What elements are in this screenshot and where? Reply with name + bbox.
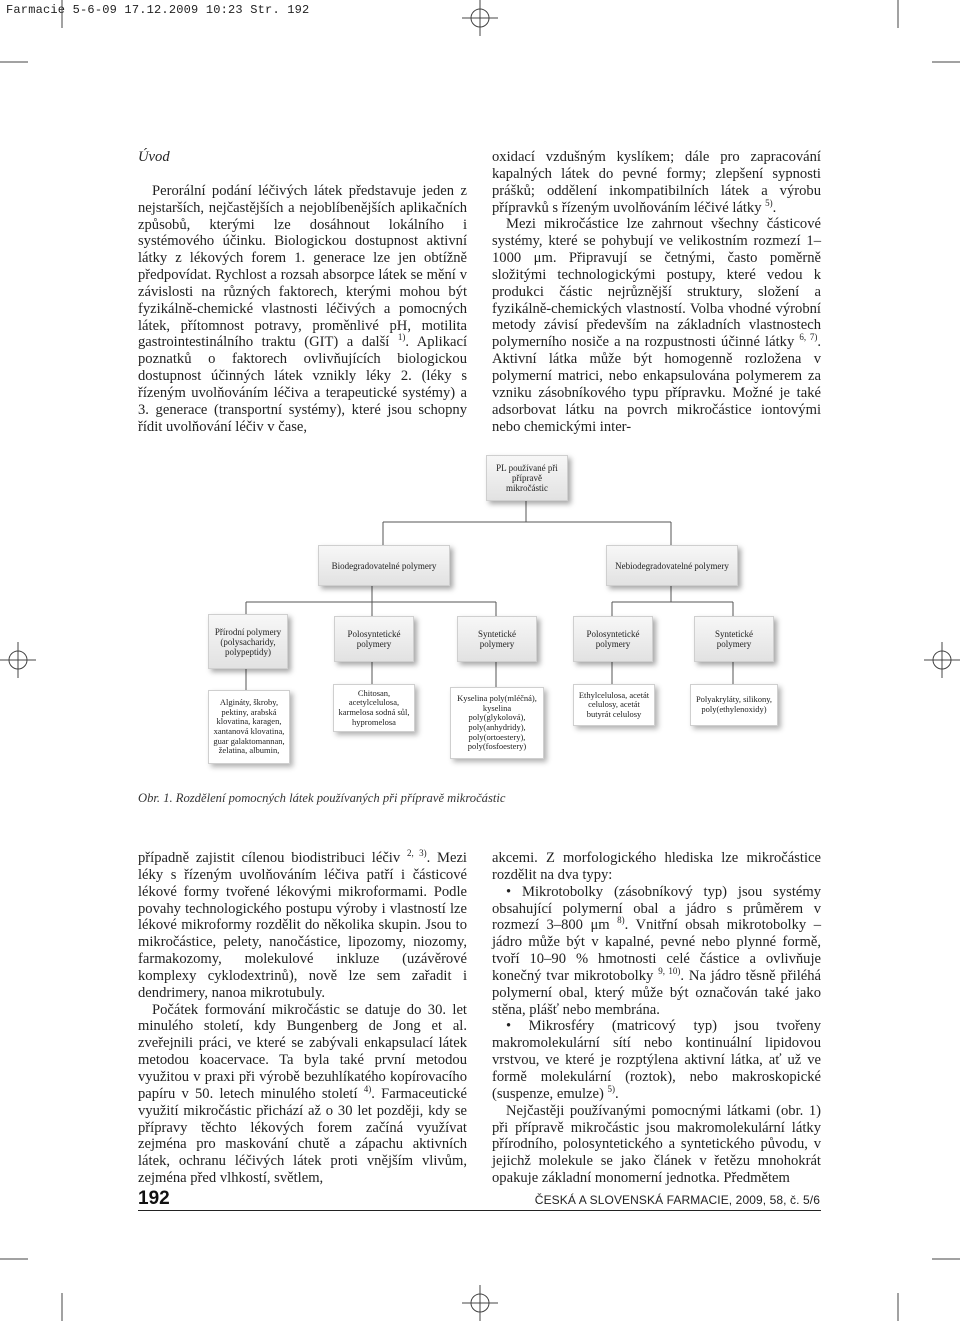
- diagram-box-natural: Přírodní polymery (polysacharidy, polypeptidy): [208, 614, 288, 669]
- diagram-box-synthetic-nonbio: Syntetické polymery: [694, 616, 774, 662]
- paragraph: Počátek formování mikročástic se datuje do 30. let minulého století, kdy Bungenberg de Jong et al. zveřejnili práci, ve které se zabývali enkapsulací látek metodou koacervace. Ta byla také první metodou využitou v praxi při výrobě bezuhlíkatého kopírovacího papíru v 50. letech minulého století $^{4)}$. Farmaceutické využití mikročástic přichází až o 30 let později, kdy se přípravy těchto lékových forem začíná využívat zejména pro maskování chutě a zápachu aktivních látek, ochranu léčivých látek proti vnějším vlivům, zejména před vlhkostí, světlem,: [138, 1001, 467, 1187]
- diagram-box-examples-synthetic-nonbio: Polyakryláty, silikony, poly(ethylenoxidy): [690, 684, 778, 726]
- right-column-bottom: [492, 850, 821, 1187]
- diagram-box-semisynthetic-bio: Polosyntetické polymery: [334, 616, 414, 662]
- paragraph: Mezi mikročástice lze zahrnout všechny částicové systémy, které se pohybují ve velikostním rozmezí 1–1000 μm. Připravují se četnými, často poměrně složitými technologickými postupy, které vedou k produkci částic nejrůznější struktury, složení a fyzikálně-chemických vlastností. Volba vhodné výrobní metody závisí především na základních vlastnostech polymerního nosiče a na rozpustnosti účinné látky $^{6, 7)}$. Aktivní látka může být homogenně rozložena v polymerní matrici, nebo enkapsulována polymerem za vzniku zásobníkového typu přípravku. Možné je také adsorbovat látku na povrch mikročástice iontovými nebo chemickými inter-: [492, 216, 821, 435]
- paragraph: akcemi. Z morfologického hlediska lze mikročástice rozdělit na dva typy:: [492, 850, 821, 883]
- paragraph: Nejčastěji používanými pomocnými látkami (obr. 1) při přípravě mikročástic jsou makromolekulární látky přírodního, polosyntetického a syntetického původu, v jejichž molekule se jako článek v řetězu mnohokrát opakuje základní monomerní jednotka. Předmětem: [492, 1102, 821, 1187]
- paragraph: případně zajistit cílenou biodistribuci léčiv $^{2, 3)}$. Mezi léky s řízeným uvolňováním léčiva patří i částicové lékové formy tvořené lékovými mikroformami. Podle povahy technologického postupu výroby i vlastností lze lékové mikroformy rozdělit do několika skupin. Jsou to mikročástice, pelety, nanočástice, lipozomy, niozomy, farmakozomy, molekulové inkluze (uzávěrové komplexy cyklodextrinů), nově lze sem zařadit i dendrimery, nanoa mikrotubuly.: [138, 848, 467, 1001]
- diagram-root-box: PL používané při přípravě mikročástic: [486, 455, 568, 501]
- section-heading: Úvod: [138, 149, 170, 165]
- paragraph: oxidací vzdušným kyslíkem; dále pro zapracování kapalných látek do pevné formy; zlepšení sypnosti prášků; oddělení inkompatibilních látek a výrobu přípravků s řízeným uvolňováním léčivé látky $^{5)}$.: [492, 149, 821, 216]
- printer-slug: Farmacie 5-6-09 17.12.2009 10:23 Str. 192: [6, 3, 310, 17]
- page-number: 192: [138, 1188, 170, 1209]
- footer-rule: [138, 1210, 821, 1211]
- diagram-box-examples-synthetic-bio: Kyselina poly(mléčná), kyselina poly(glykolová), poly(anhydridy), poly(ortoestery), poly(fosfoestery): [450, 687, 544, 759]
- bullet-paragraph: • Mikrotobolky (zásobníkový typ) jsou systémy obsahující polymerní obal a jádro s průměrem v rozmezí 3–800 μm $^{8)}$. Vnitřní obsah mikrotobolky – jádro může být v kapalné, pevné nebo plynné formě, tvoří 10–90 % hmotnosti celé částice a ovlivňuje konečný tvar mikrotobolky $^{9, 10)}$. Na jádro těsně přiléhá polymerní obal, který může být označován také jako stěna, plášť nebo membrána.: [492, 883, 822, 1018]
- diagram-box-nonbiodegradable: Nebiodegradovatelné polymery: [606, 545, 738, 586]
- diagram-box-semisynthetic-nonbio: Polosyntetické polymery: [573, 616, 653, 662]
- journal-citation: ČESKÁ A SLOVENSKÁ FARMACIE, 2009, 58, č. 5/6: [534, 1193, 820, 1207]
- left-column-bottom: [138, 850, 467, 1187]
- bullet-paragraph: • Mikrosféry (matricový typ) jsou tvořeny makromolekulární sítí nebo kontinuální lipidovou vrstvou, ve které je rozptýlena aktivní látka, ať už ve formě molekulární (roztok), nebo makroskopické (suspenze, emulze) $^{5)}$.: [492, 1018, 821, 1102]
- paragraph: Perorální podání léčivých látek představuje jeden z nejstarších, nejčastějších a nejoblíbenějších aplikačních způsobů, kterými lze dosáhnout lokálního i systémového účinku. Biologickou dostupnost aktivní látky z lékových forem 1. generace lze jen obtížně předpovídat. Rychlost a rozsah absorpce látek se mění v závislosti na různých faktorech, kterými mohou být fyzikálně-chemické vlastnosti léčivých a pomocných látek, přítomnost potravy, proměnlivé pH, motilita gastrointestinálního traktu (GIT) a další $^{1)}$. Aplikací poznatků o faktorech ovlivňujících biologickou dostupnost účinných látek vznikly léky 2. (léky s řízeným uvolňováním léčiva a terapeutické systémy) a 3. generace (transportní systémy), které jsou schopny řídit uvolňování léčiv v čase,: [138, 182, 467, 435]
- diagram-box-examples-semisynthetic-bio: Chitosan, acetylcelulosa, karmelosa sodná sůl, hypromelosa: [333, 684, 415, 732]
- figure-caption: Obr. 1. Rozdělení pomocných látek používaných při přípravě mikročástic: [138, 791, 506, 805]
- diagram-box-synthetic-bio: Syntetické polymery: [457, 616, 537, 662]
- diagram-box-examples-natural: Algináty, škroby, pektiny, arabská klovatina, karagen, xantanová klovatina, guar galaktomannan, želatina, albumin,: [208, 690, 290, 764]
- diagram-box-biodegradable: Biodegradovatelné polymery: [318, 545, 450, 586]
- diagram-box-examples-semisynthetic-nonbio: Ethylcelulosa, acetát celulosy, acetát butyrát celulosy: [573, 684, 655, 726]
